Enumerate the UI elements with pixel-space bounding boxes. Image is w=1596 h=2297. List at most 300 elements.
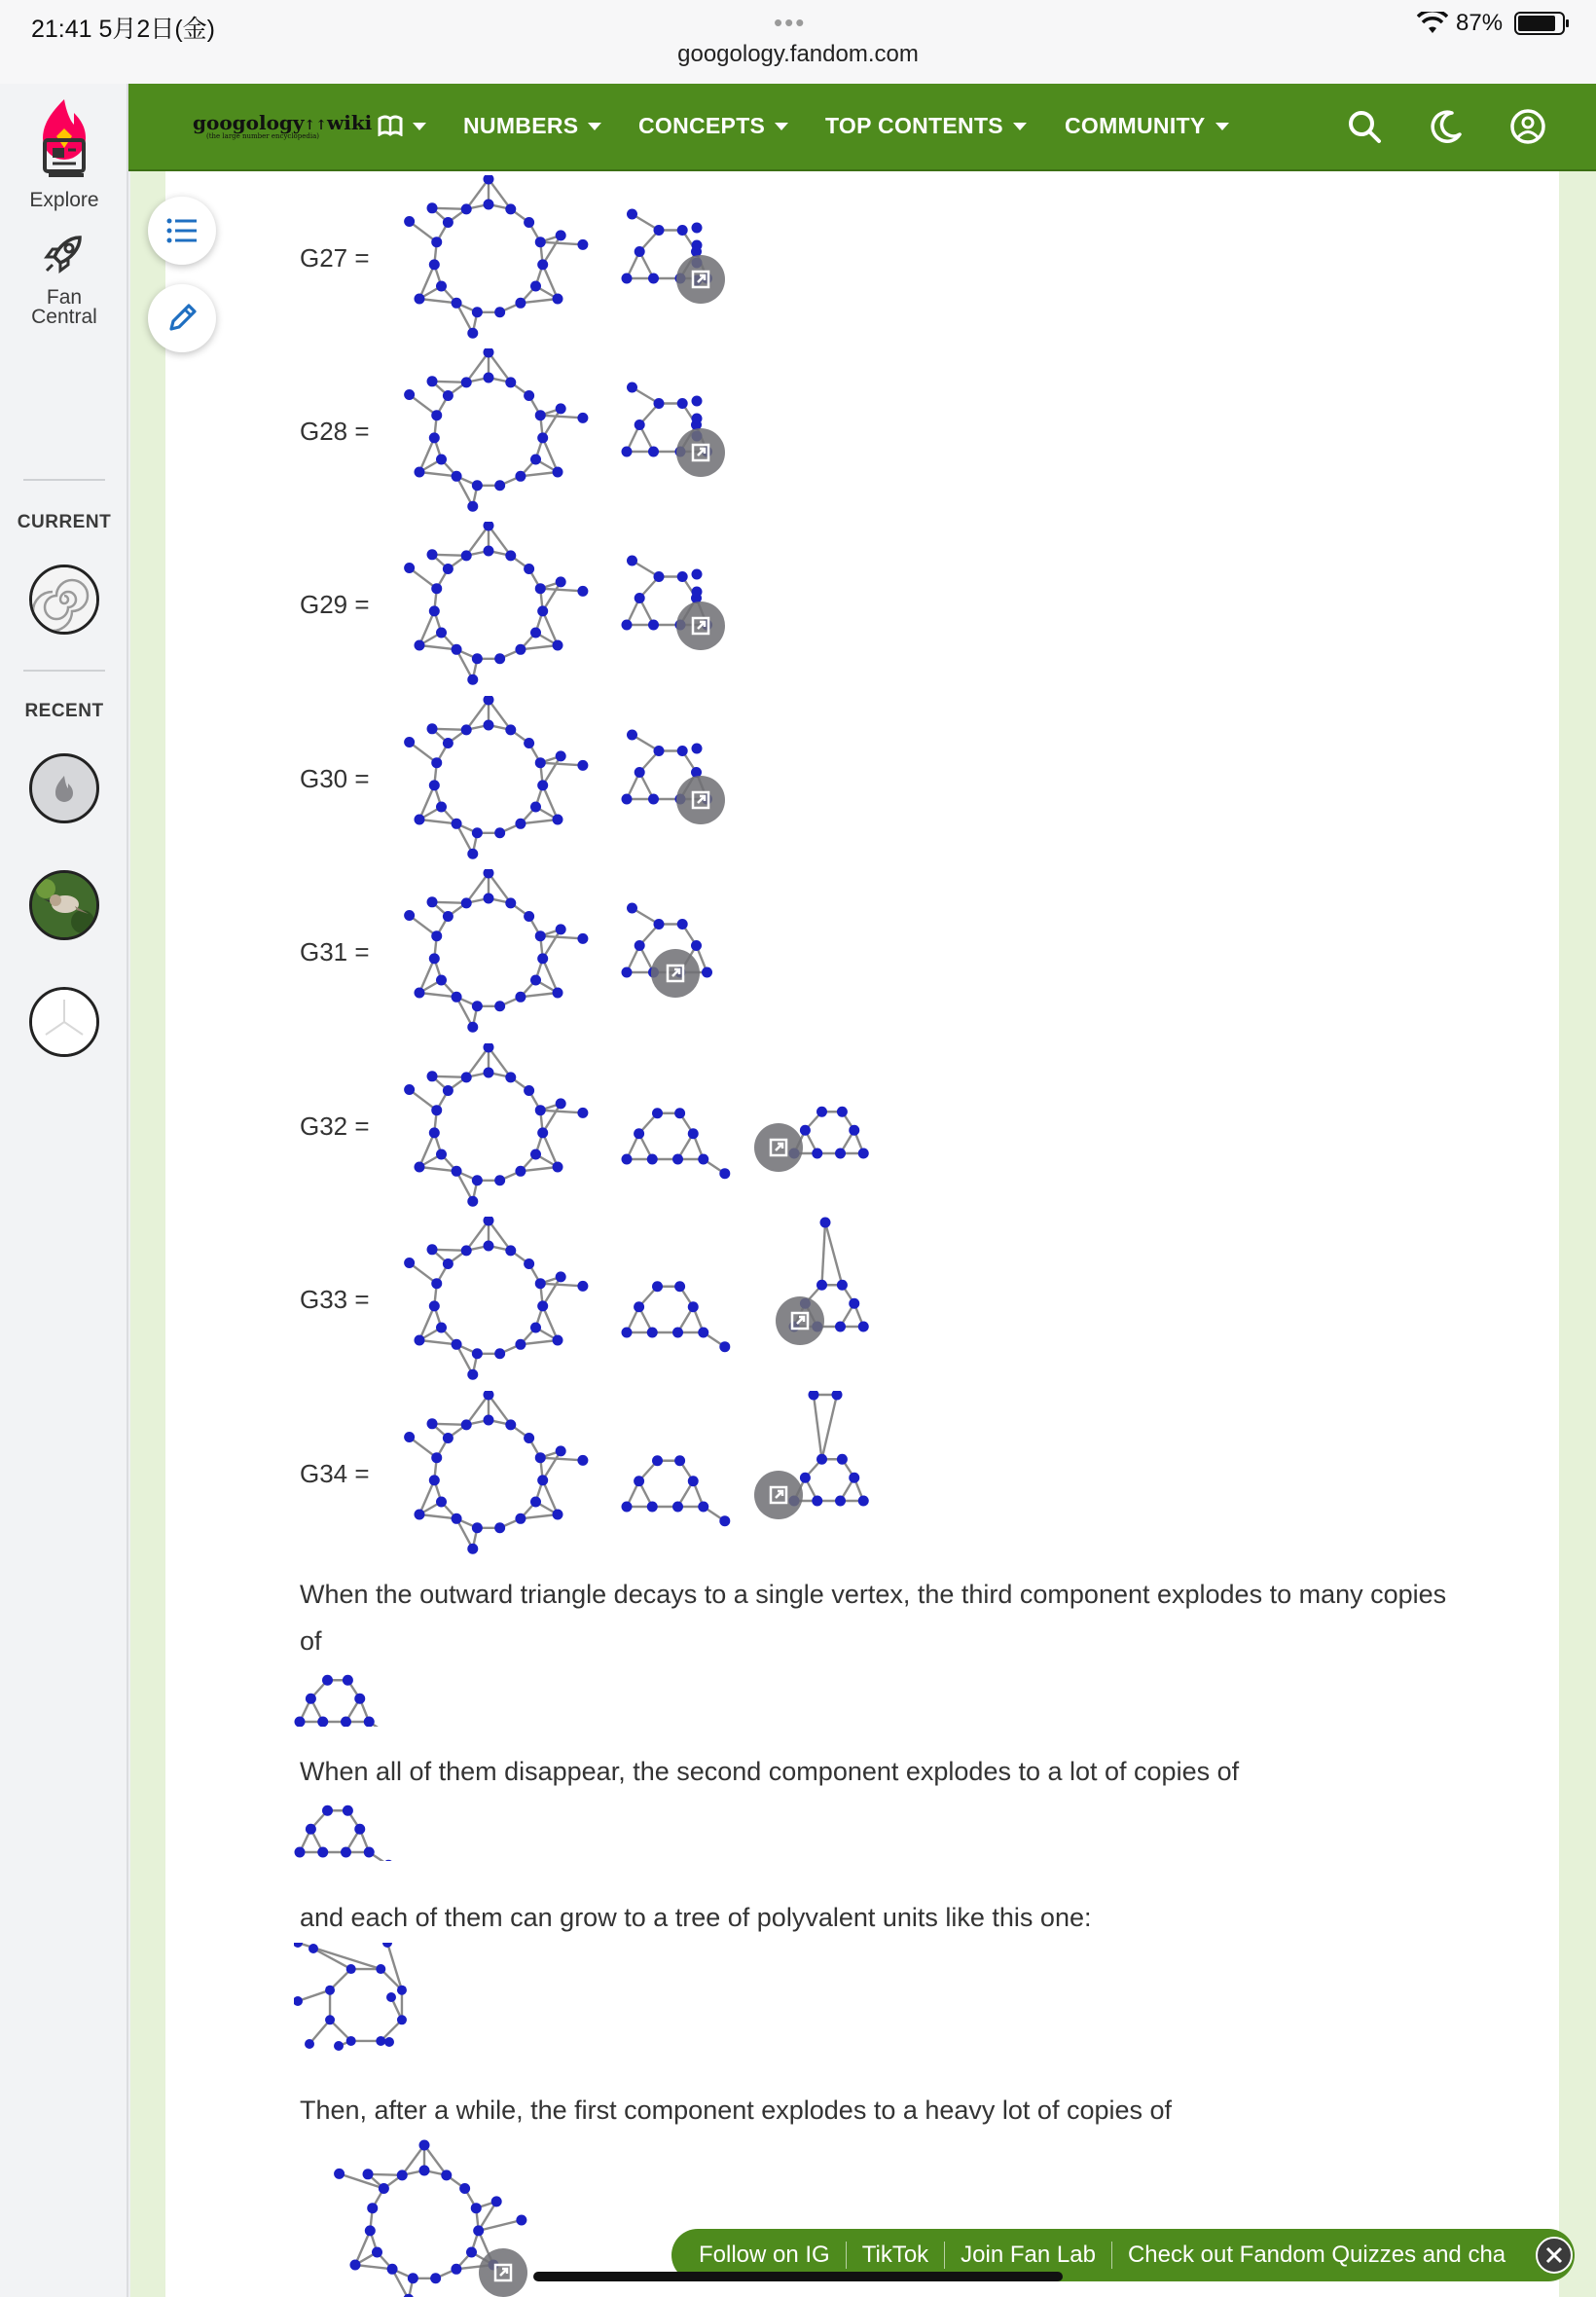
graph-vertex — [376, 2036, 385, 2046]
tab-overview-dots[interactable]: ••• — [774, 8, 807, 37]
graph-label: G28 = — [300, 417, 370, 446]
graph-vertex — [494, 480, 505, 491]
graph-vertex — [622, 1502, 633, 1513]
graph-edge — [540, 1111, 583, 1113]
graph-vertex — [652, 1455, 663, 1466]
graph-vertex — [322, 1675, 333, 1686]
rail-recent-heading: RECENT — [24, 701, 104, 721]
graph-vertex — [443, 564, 453, 574]
graph-vertex — [451, 2264, 461, 2275]
graph-vertex — [383, 1860, 394, 1861]
graph-vertex — [577, 413, 588, 423]
graph-vertex — [535, 1278, 546, 1289]
expand-image-button[interactable] — [676, 776, 725, 824]
chevron-down-icon — [1013, 123, 1027, 130]
graph-vertex — [698, 1154, 708, 1165]
graph-vertex — [341, 1847, 351, 1858]
graph-vertex — [349, 2260, 360, 2271]
expand-icon — [492, 2262, 514, 2283]
graph-vertex — [491, 2196, 502, 2206]
graph-vertex — [472, 653, 483, 664]
graph-edge — [540, 416, 583, 419]
graph-edge — [521, 993, 558, 997]
rail-fan-central-label: Fan Central — [31, 286, 97, 328]
graph-vertex — [404, 910, 415, 921]
nav-community-label: COMMUNITY — [1065, 113, 1206, 138]
graph-vertex — [530, 1149, 541, 1160]
expand-image-button[interactable] — [676, 602, 725, 650]
graph-vertex — [530, 1497, 541, 1508]
graph-vertex — [443, 1258, 453, 1269]
graph-vertex — [515, 1166, 526, 1177]
graph-vertex — [849, 1298, 859, 1309]
graph-vertex — [556, 924, 566, 934]
graph-vertex — [530, 975, 541, 986]
graph-vertex — [692, 569, 703, 580]
graph-label: G33 = — [300, 1285, 370, 1314]
graph-edge — [540, 1284, 583, 1287]
graph-vertex — [404, 1258, 415, 1268]
graph-vertex — [365, 2225, 376, 2236]
graph-vertex — [524, 911, 534, 922]
graph-vertex — [363, 2169, 374, 2179]
graph-vertex — [537, 432, 548, 443]
graph-vertex — [812, 1148, 822, 1159]
paragraph-third-component: When the outward triangle decays to a single vertex, the third component explodes to many copies of — [300, 1580, 1447, 1656]
graph-image — [370, 348, 915, 522]
graph-vertex — [471, 2203, 482, 2213]
rail-explore-label: Explore — [29, 189, 99, 211]
graph-vertex — [515, 298, 526, 309]
graph-vertex — [404, 389, 415, 400]
graph-vertex — [692, 240, 703, 251]
graph-image — [370, 175, 915, 348]
graph-vertex — [484, 1241, 494, 1252]
graph-vertex — [537, 780, 548, 790]
graph-vertex — [354, 1824, 365, 1835]
graph-vertex — [537, 1300, 548, 1311]
graph-vertex — [530, 628, 541, 638]
graph-vertex — [322, 1805, 333, 1816]
graph-edge — [521, 1340, 558, 1344]
graph-vertex — [294, 1943, 303, 1948]
nav-top-contents[interactable] — [825, 113, 1027, 139]
graph-vertex — [431, 1452, 442, 1463]
graph-vertex — [556, 576, 566, 587]
graph-vertex — [537, 1475, 548, 1485]
graph-edge — [540, 589, 583, 592]
graph-vertex — [515, 819, 526, 829]
graph-vertex — [343, 1675, 353, 1686]
graph-vertex — [835, 1496, 846, 1507]
graph-vertex — [484, 373, 494, 383]
graph-vertex — [505, 1419, 516, 1430]
home-indicator — [533, 2272, 1063, 2281]
graph-label: G30 = — [300, 764, 370, 793]
graph-vertex — [535, 1105, 546, 1115]
graph-vertex — [367, 2203, 378, 2213]
graph-vertex — [472, 1001, 483, 1011]
graph-vertex — [452, 298, 462, 309]
graph-vertex — [688, 1476, 699, 1486]
chevron-down-icon — [413, 123, 426, 130]
graph-row — [165, 348, 1559, 522]
graph-vertex — [553, 1335, 563, 1346]
component-two-image — [294, 1793, 489, 1861]
graph-label: G27 = — [300, 243, 370, 273]
graph-vertex — [452, 1339, 462, 1350]
graph-edge — [814, 1395, 822, 1459]
graph-vertex — [652, 1108, 663, 1118]
graph-vertex — [325, 2015, 335, 2024]
graph-edge — [540, 1458, 583, 1461]
graph-vertex — [397, 2169, 408, 2180]
graph-vertex — [419, 2166, 430, 2176]
graph-vertex — [343, 1805, 353, 1816]
chevron-down-icon — [588, 123, 601, 130]
graph-vertex — [858, 1322, 869, 1332]
graph-vertex — [515, 471, 526, 482]
expand-image-button[interactable] — [676, 428, 725, 477]
graph-vertex — [427, 1071, 438, 1081]
graph-vertex — [672, 1502, 683, 1513]
graph-vertex — [427, 202, 438, 213]
expand-image-button[interactable] — [651, 949, 700, 998]
graph-label: G34 = — [300, 1459, 370, 1488]
graph-vertex — [452, 1513, 462, 1524]
graph-vertex — [849, 1473, 859, 1483]
recent-wiki-avatar-3[interactable] — [29, 987, 99, 1057]
graph-vertex — [452, 1166, 462, 1177]
nav-concepts[interactable] — [638, 113, 788, 139]
graph-vertex — [431, 757, 442, 768]
graph-vertex — [535, 1452, 546, 1463]
graph-vertex — [505, 550, 516, 561]
battery-icon — [1514, 12, 1565, 35]
graph-image — [370, 1217, 915, 1390]
graph-vertex — [382, 1943, 392, 1948]
graph-vertex — [719, 1341, 730, 1352]
graph-vertex — [516, 2215, 526, 2226]
graph-vertex — [702, 967, 712, 978]
graph-vertex — [494, 1175, 505, 1185]
graph-vertex — [627, 556, 637, 566]
graph-vertex — [622, 1328, 633, 1338]
graph-vertex — [452, 471, 462, 482]
dark-mode-moon-icon[interactable] — [1427, 107, 1466, 146]
graph-vertex — [461, 203, 472, 214]
graph-vertex — [414, 988, 424, 999]
graph-vertex — [429, 605, 440, 616]
logo-main: googology — [193, 111, 305, 134]
graph-vertex — [494, 307, 505, 317]
recent-wiki-avatar-2[interactable] — [29, 870, 99, 940]
graph-vertex — [419, 2140, 430, 2151]
graph-vertex — [397, 1986, 407, 1995]
graph-vertex — [429, 1475, 440, 1485]
graph-vertex — [698, 1328, 708, 1338]
graph-vertex — [535, 757, 546, 768]
graph-vertex — [858, 1496, 869, 1507]
graph-vertex — [674, 1281, 685, 1292]
graph-vertex — [443, 1085, 453, 1096]
chevron-down-icon — [775, 123, 788, 130]
user-account-icon[interactable] — [1508, 107, 1547, 146]
expand-icon — [768, 1484, 789, 1506]
graph-vertex — [635, 246, 645, 257]
graph-vertex — [648, 794, 659, 805]
graph-vertex — [436, 628, 447, 638]
address-bar-url[interactable]: googology.fandom.com — [677, 41, 919, 67]
graph-vertex — [431, 1278, 442, 1289]
graph-vertex — [688, 1301, 699, 1312]
fandom-flame-icon — [32, 756, 96, 820]
graph-vertex — [535, 930, 546, 941]
graph-vertex — [467, 849, 478, 859]
graph-vertex — [484, 1068, 494, 1078]
graph-vertex — [308, 1944, 318, 1953]
graph-vertex — [461, 1245, 472, 1256]
graph-vertex — [443, 911, 453, 922]
graph-vertex — [452, 819, 462, 829]
graph-vertex — [376, 1964, 385, 1974]
graph-vertex — [577, 239, 588, 250]
graph-edge — [419, 993, 456, 997]
graph-vertex — [635, 593, 645, 603]
graph-edge — [822, 1395, 838, 1459]
graph-vertex — [719, 1168, 730, 1179]
expand-image-button[interactable] — [676, 255, 725, 304]
graph-vertex — [431, 583, 442, 594]
follow-on-ig-link[interactable]: Follow on IG — [699, 2242, 847, 2269]
graph-vertex — [627, 209, 637, 220]
graph-vertex — [429, 953, 440, 964]
nav-wiki-menu[interactable] — [378, 113, 426, 139]
graph-vertex — [325, 1986, 335, 1995]
graph-vertex — [414, 640, 424, 651]
expand-image-button[interactable] — [754, 1471, 803, 1519]
book-icon — [378, 115, 403, 136]
graph-vertex — [305, 2039, 314, 2049]
graph-vertex — [719, 1515, 730, 1526]
graph-vertex — [430, 2273, 441, 2283]
graph-vertex — [816, 1280, 827, 1291]
expand-icon — [690, 789, 711, 811]
graph-vertex — [577, 1455, 588, 1466]
graph-vertex — [524, 217, 534, 228]
graph-image — [370, 869, 915, 1042]
logo-subtitle: (the large number encyclopedia) — [206, 132, 320, 140]
graph-vertex — [431, 930, 442, 941]
graph-vertex — [472, 1348, 483, 1359]
graph-vertex — [530, 281, 541, 292]
table-of-contents-button[interactable] — [148, 197, 216, 265]
graph-vertex — [429, 432, 440, 443]
rail-current-heading: CURRENT — [17, 512, 112, 532]
graph-vertex — [317, 1847, 328, 1858]
graph-vertex — [537, 1127, 548, 1138]
polyvalent-unit-image — [294, 1943, 489, 2060]
graph-vertex — [556, 230, 566, 240]
graph-vertex — [530, 1323, 541, 1333]
graph-vertex — [427, 723, 438, 734]
graph-vertex — [294, 1996, 303, 2006]
current-wiki-avatar[interactable] — [29, 565, 99, 635]
graph-edge — [419, 299, 456, 303]
recent-wiki-avatar-1[interactable] — [29, 753, 99, 823]
graph-vertex — [306, 1694, 316, 1704]
graph-vertex — [535, 237, 546, 247]
graph-vertex — [515, 1339, 526, 1350]
search-icon[interactable] — [1345, 107, 1384, 146]
nav-numbers[interactable] — [463, 113, 601, 139]
graph-vertex — [387, 2264, 398, 2275]
expand-icon — [665, 963, 686, 984]
graph-vertex — [427, 1244, 438, 1255]
rail-divider — [23, 670, 105, 672]
graph-vertex — [505, 897, 516, 908]
graph-vertex — [837, 1107, 848, 1117]
expand-image-button[interactable] — [776, 1296, 824, 1345]
graph-vertex — [647, 1154, 658, 1165]
graph-vertex — [556, 1098, 566, 1109]
graph-vertex — [334, 2041, 344, 2051]
graph-label: G29 = — [300, 590, 370, 619]
graph-vertex — [494, 1348, 505, 1359]
edit-page-button[interactable] — [148, 284, 216, 352]
graph-vertex — [467, 675, 478, 685]
graph-vertex — [429, 259, 440, 270]
graph-vertex — [414, 1510, 424, 1520]
graph-vertex — [472, 480, 483, 491]
graph-vertex — [461, 724, 472, 735]
graph-vertex — [431, 1105, 442, 1115]
graph-vertex — [484, 546, 494, 557]
graph-vertex — [404, 216, 415, 227]
graph-edge — [419, 472, 456, 476]
graph-vertex — [295, 1847, 306, 1858]
explore-icon — [41, 136, 88, 179]
expand-image-button[interactable] — [754, 1123, 803, 1172]
nav-community[interactable] — [1065, 113, 1229, 139]
graph-vertex — [816, 1107, 827, 1117]
graph-vertex — [537, 953, 548, 964]
graph-edge — [419, 820, 456, 823]
graph-vertex — [494, 827, 505, 838]
graph-vertex — [467, 1022, 478, 1033]
graph-edge — [822, 1222, 826, 1285]
graph-vertex — [505, 724, 516, 735]
tiktok-link[interactable]: TikTok — [847, 2242, 945, 2269]
graph-vertex — [849, 1125, 859, 1136]
graph-vertex — [461, 1419, 472, 1430]
graph-vertex — [677, 398, 688, 409]
graph-vertex — [441, 2169, 452, 2180]
graph-vertex — [472, 307, 483, 317]
graph-vertex — [414, 815, 424, 825]
graph-vertex — [800, 1473, 811, 1483]
promo-close-button[interactable] — [1536, 2237, 1573, 2274]
graph-vertex — [404, 563, 415, 573]
graph-vertex — [832, 1391, 843, 1401]
expand-image-button[interactable] — [479, 2248, 527, 2297]
graph-vertex — [654, 919, 665, 930]
graph-vertex — [408, 2273, 418, 2283]
graph-vertex — [553, 294, 563, 305]
graph-edge — [521, 820, 558, 823]
graph-vertex — [648, 620, 659, 631]
fandom-quizzes-link[interactable]: Check out Fandom Quizzes and cha — [1127, 2242, 1506, 2268]
graph-vertex — [431, 410, 442, 420]
expand-icon — [768, 1137, 789, 1158]
pencil-icon — [165, 302, 199, 335]
graph-row — [165, 1391, 1559, 1564]
graph-vertex — [431, 237, 442, 247]
graph-vertex — [622, 794, 633, 805]
graph-vertex — [427, 376, 438, 386]
graph-vertex — [654, 225, 665, 236]
graph-edge — [521, 1167, 558, 1171]
graph-edge — [540, 242, 583, 245]
graph-vertex — [553, 467, 563, 478]
graph-image — [370, 1043, 915, 1217]
graph-vertex — [414, 1162, 424, 1173]
graph-vertex — [484, 893, 494, 904]
graph-vertex — [858, 1148, 869, 1159]
graph-vertex — [692, 414, 703, 424]
graph-vertex — [404, 1432, 415, 1442]
graph-row — [165, 175, 1559, 348]
graph-vertex — [484, 200, 494, 210]
graph-vertex — [404, 737, 415, 747]
googology-wiki-logo[interactable]: googology↑↑wiki (the large number encyclopedia) — [193, 111, 373, 140]
graph-label: G31 = — [300, 937, 370, 966]
graph-vertex — [577, 760, 588, 771]
graph-vertex — [472, 827, 483, 838]
graph-vertex — [553, 1510, 563, 1520]
graph-image — [370, 696, 915, 869]
graph-vertex — [436, 975, 447, 986]
graph-vertex — [397, 2015, 407, 2024]
graph-vertex — [677, 919, 688, 930]
graph-vertex — [461, 897, 472, 908]
graph-vertex — [467, 1369, 478, 1380]
graph-edge — [521, 1514, 558, 1518]
list-icon — [165, 216, 199, 245]
graph-vertex — [622, 1154, 633, 1165]
graph-vertex — [436, 455, 447, 465]
graph-vertex — [677, 225, 688, 236]
rail-explore[interactable] — [0, 136, 128, 210]
graph-vertex — [379, 2183, 389, 2194]
rail-fan-central[interactable] — [0, 230, 128, 327]
graph-vertex — [427, 896, 438, 907]
graph-vertex — [364, 1717, 375, 1728]
graph-vertex — [341, 1717, 351, 1728]
graph-edge — [825, 1222, 842, 1285]
graph-vertex — [443, 390, 453, 401]
fandom-left-rail — [0, 84, 128, 2297]
graph-vertex — [472, 1522, 483, 1533]
graph-vertex — [674, 1108, 685, 1118]
graph-vertex — [809, 1391, 819, 1401]
join-fan-lab-link[interactable]: Join Fan Lab — [945, 2242, 1112, 2269]
graph-vertex — [484, 1415, 494, 1426]
graph-vertex — [692, 744, 703, 754]
graph-vertex — [837, 1280, 848, 1291]
graph-vertex — [647, 1328, 658, 1338]
graph-vertex — [436, 1323, 447, 1333]
